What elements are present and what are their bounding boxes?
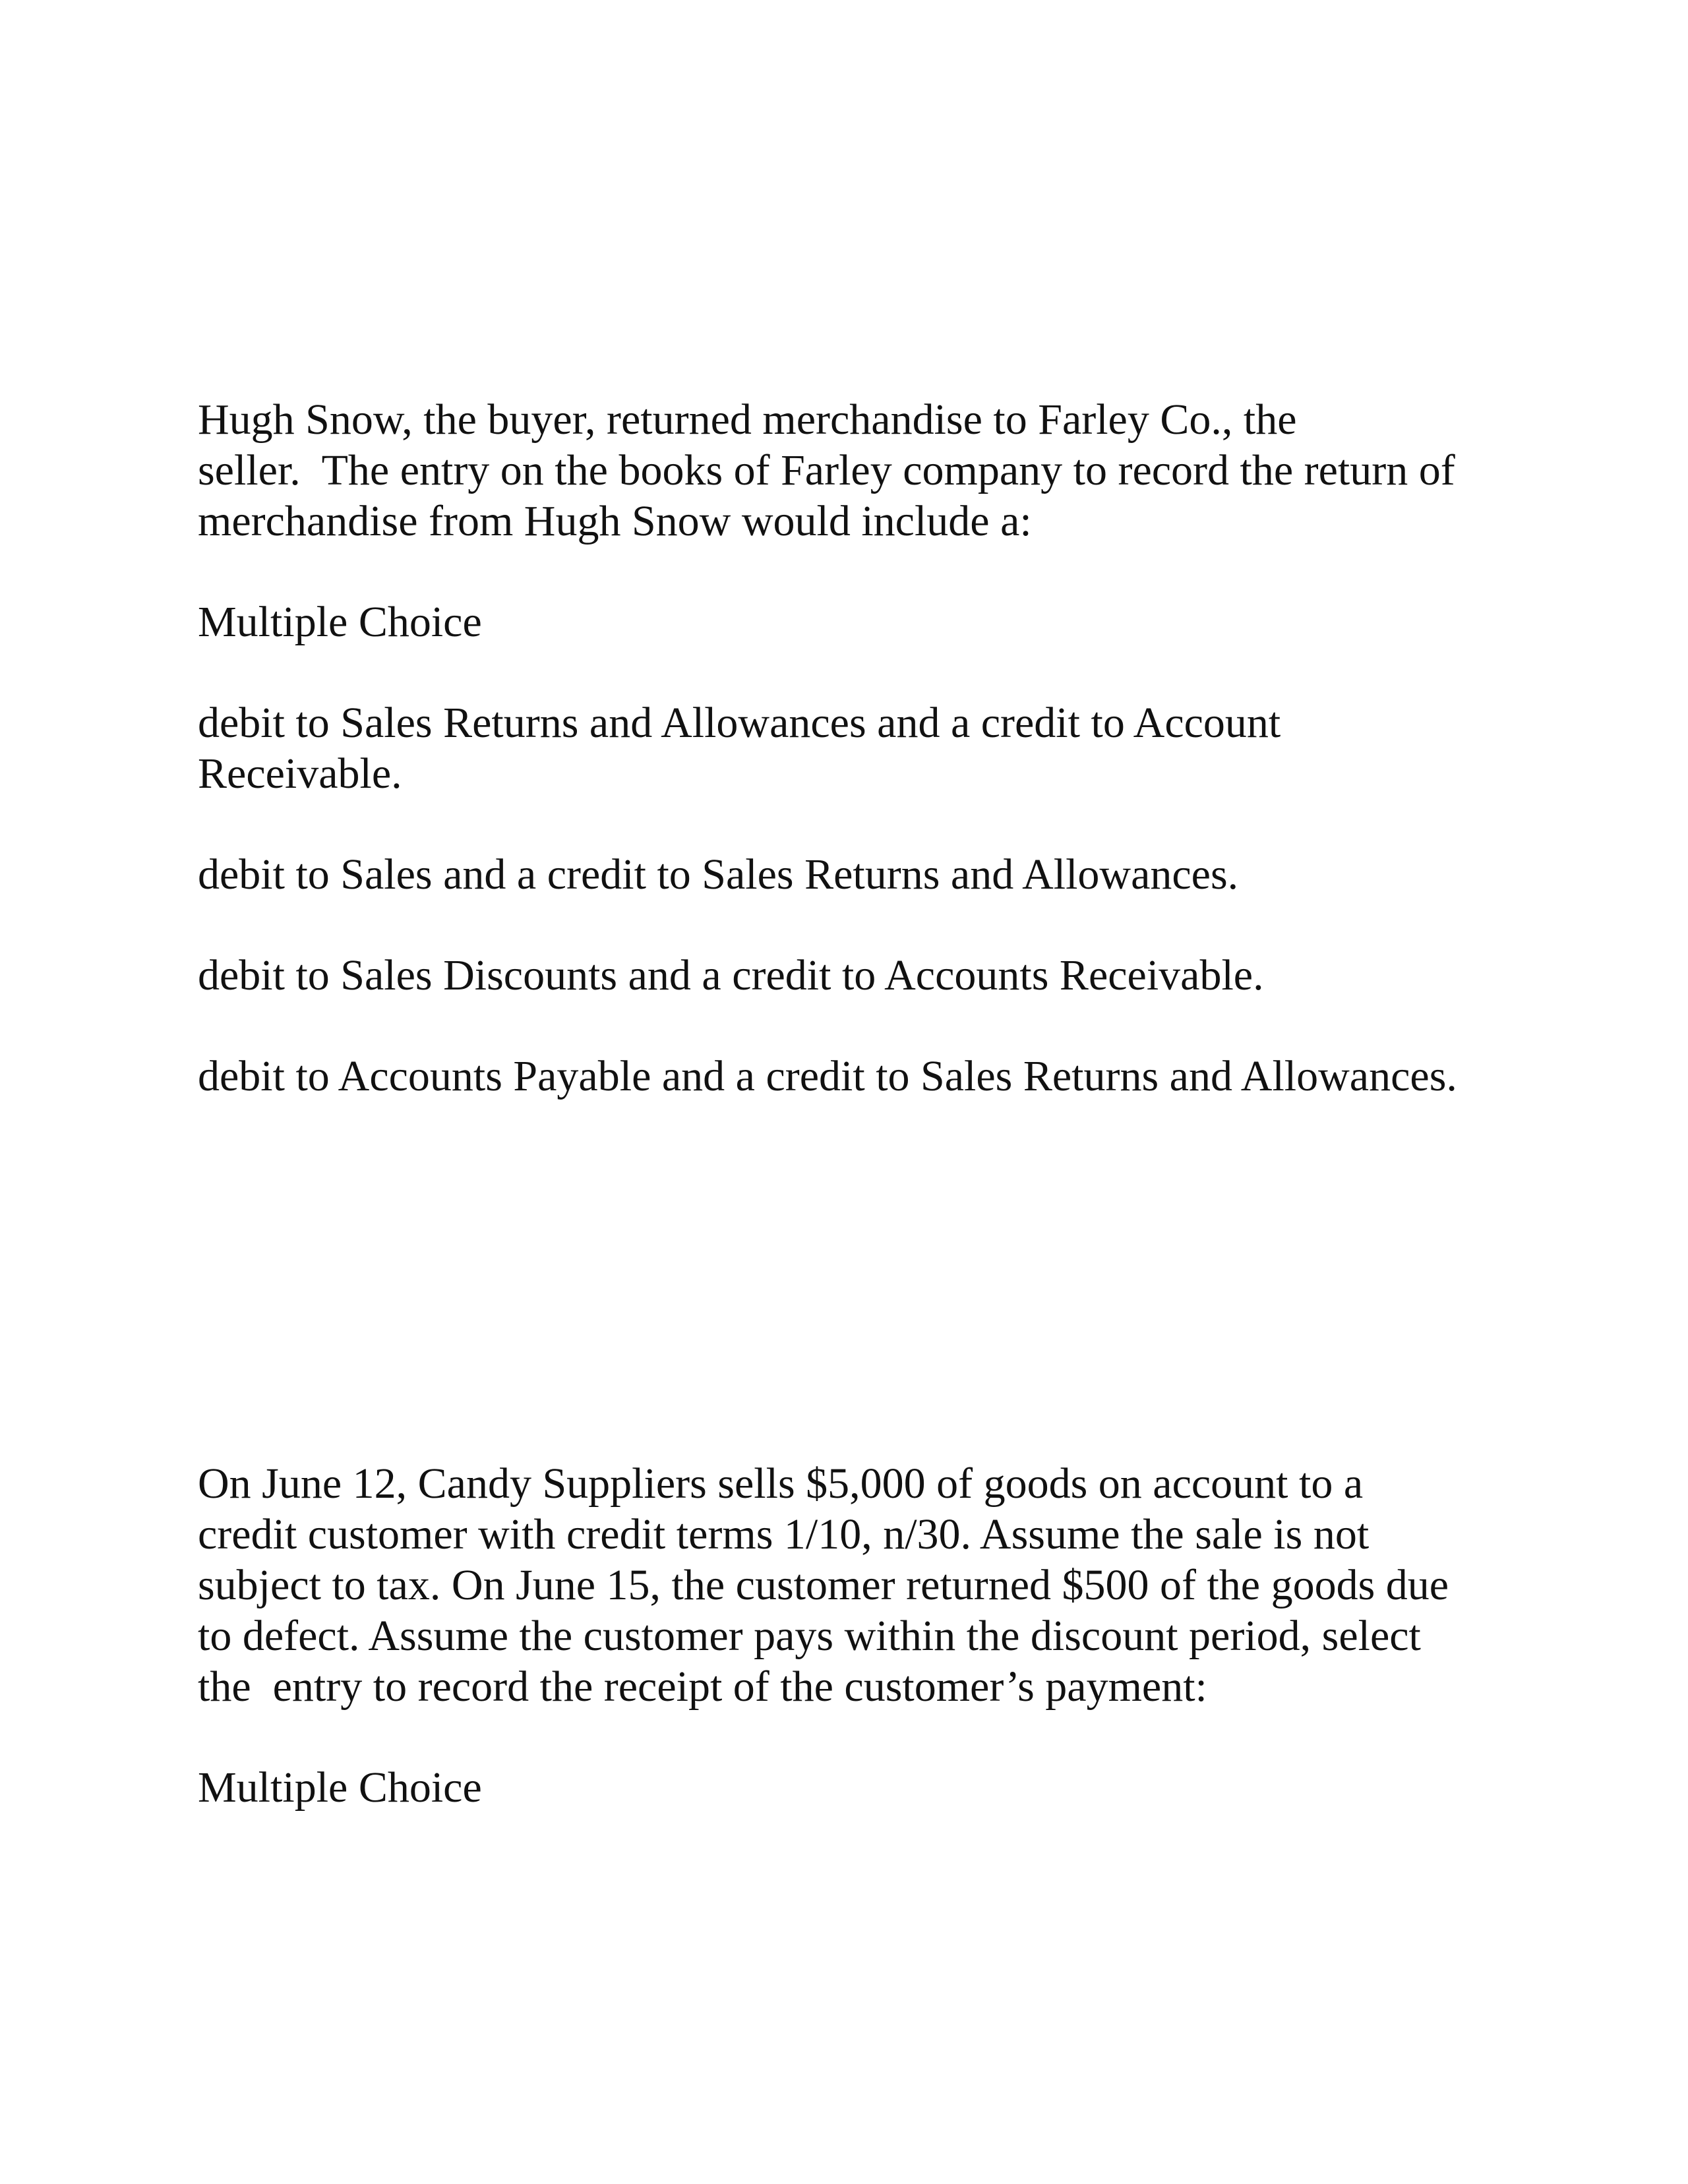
- question-2-type-label: Multiple Choice: [198, 1763, 482, 1812]
- option-line: debit to Sales Returns and Allowances and a credit to Account: [198, 699, 1281, 747]
- prompt-line: Hugh Snow, the buyer, returned merchandise to Farley Co., the: [198, 396, 1297, 444]
- prompt-line: On June 12, Candy Suppliers sells $5,000 of goods on account to a: [198, 1460, 1364, 1508]
- prompt-line: merchandise from Hugh Snow would include a:: [198, 497, 1032, 545]
- option-line: debit to Sales and a credit to Sales Returns and Allowances.: [198, 850, 1239, 899]
- question-1-type-label: Multiple Choice: [198, 598, 482, 646]
- answer-option-1[interactable]: [198, 697, 1517, 799]
- question-2: [198, 1458, 1517, 1813]
- prompt-line: seller. The entry on the books of Farley company to record the return of: [198, 446, 1455, 494]
- question-1: [198, 394, 1517, 1102]
- question-2-prompt: [198, 1458, 1517, 1712]
- option-line: debit to Accounts Payable and a credit to Sales Returns and Allowances.: [198, 1052, 1457, 1100]
- option-line: Receivable.: [198, 750, 402, 798]
- answer-option-2[interactable]: [198, 849, 1517, 900]
- option-line: debit to Sales Discounts and a credit to Accounts Receivable.: [198, 951, 1264, 999]
- prompt-line: credit customer with credit terms 1/10, n/30. Assume the sale is not: [198, 1510, 1370, 1558]
- question-1-prompt: [198, 394, 1517, 546]
- answer-option-4[interactable]: [198, 1051, 1517, 1102]
- prompt-line: to defect. Assume the customer pays within the discount period, select: [198, 1612, 1421, 1660]
- prompt-line: the entry to record the receipt of the customer’s payment:: [198, 1663, 1207, 1711]
- prompt-line: subject to tax. On June 15, the customer returned $500 of the goods due: [198, 1561, 1449, 1609]
- answer-option-3[interactable]: [198, 950, 1517, 1001]
